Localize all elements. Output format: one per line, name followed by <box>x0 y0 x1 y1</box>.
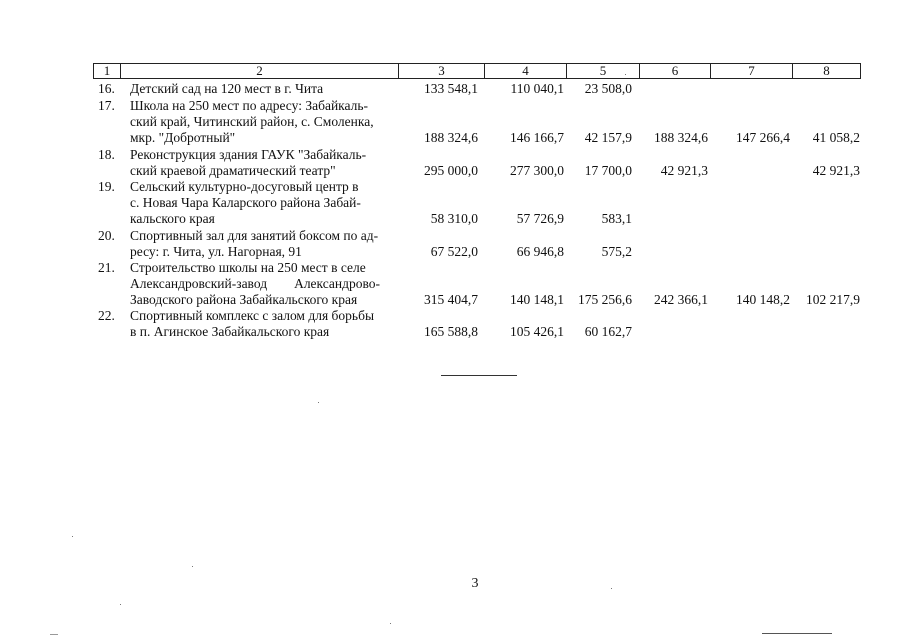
cell-col-5: 175 256,6 <box>578 292 632 307</box>
header-col-5: 5 <box>567 64 640 78</box>
cell-col-3: 315 404,7 <box>424 292 478 307</box>
page-number: 3 <box>471 576 479 591</box>
cell-col-3: 295 000,0 <box>424 163 478 178</box>
header-col-2: 2 <box>121 64 399 78</box>
header-col-4: 4 <box>485 64 567 78</box>
cell-col-4: 146 166,7 <box>510 130 564 145</box>
cell-col-5: 583,1 <box>601 211 632 226</box>
cell-col-5: 60 162,7 <box>584 324 632 339</box>
cell-col-4: 57 726,9 <box>516 211 564 226</box>
separator-line <box>441 375 517 376</box>
scan-speck <box>390 623 391 624</box>
scan-speck <box>192 566 193 567</box>
scan-speck <box>318 402 319 403</box>
row-name-line: Детский сад на 120 мест в г. Чита <box>130 81 324 96</box>
cell-col-3: 188 324,6 <box>424 130 478 145</box>
row-number: 17. <box>98 98 115 113</box>
row-number: 19. <box>98 179 115 194</box>
row-name-line: Спортивный комплекс с залом для борьбы <box>130 308 375 323</box>
row-name <box>130 98 392 146</box>
row-name-line: Заводского района Забайкальского края <box>130 292 358 307</box>
cell-col-5: 42 157,9 <box>584 130 632 145</box>
cell-col-7: 140 148,2 <box>736 292 790 307</box>
cell-col-5: 575,2 <box>601 244 632 259</box>
row-name-line: с. Новая Чара Каларского района Забай- <box>130 195 361 210</box>
row-name <box>130 260 392 308</box>
table-header <box>93 63 861 79</box>
cell-col-7: 147 266,4 <box>736 130 790 145</box>
header-col-8: 8 <box>823 63 830 78</box>
row-number: 16. <box>98 81 115 96</box>
cell-col-6: 188 324,6 <box>654 130 708 145</box>
cell-col-4: 277 300,0 <box>510 163 564 178</box>
row-name-line: ский краевой драматический театр" <box>130 163 336 178</box>
cell-col-4: 140 148,1 <box>510 292 564 307</box>
row-name <box>130 147 392 179</box>
row-name-line: Строительство школы на 250 мест в селе <box>130 260 366 275</box>
cell-col-8: 102 217,9 <box>806 292 860 307</box>
row-number: 21. <box>98 260 115 275</box>
cell-col-5: 17 700,0 <box>584 163 632 178</box>
row-name <box>130 228 392 260</box>
scan-speck <box>50 634 58 635</box>
cell-col-4: 110 040,1 <box>510 81 564 96</box>
cell-col-5: 23 508,0 <box>584 81 632 96</box>
row-name <box>130 81 392 97</box>
cell-col-6: 242 366,1 <box>654 292 708 307</box>
row-name-line: ский край, Читинский район, с. Смоленка, <box>130 114 374 129</box>
header-col-3: 3 <box>399 64 485 78</box>
scan-speck <box>611 588 612 589</box>
header-col-7: 7 <box>711 64 793 78</box>
row-name-line: Спортивный зал для занятий боксом по ад- <box>130 228 379 243</box>
row-number: 20. <box>98 228 115 243</box>
row-name-line: Реконструкция здания ГАУК "Забайкаль- <box>130 147 367 162</box>
row-name-line: ресу: г. Чита, ул. Нагорная, 91 <box>130 244 302 259</box>
row-name-line: Александровский-завод Александрово- <box>130 276 381 291</box>
cell-col-4: 66 946,8 <box>516 244 564 259</box>
row-number: 18. <box>98 147 115 162</box>
cell-col-3: 165 588,8 <box>424 324 478 339</box>
cell-col-4: 105 426,1 <box>510 324 564 339</box>
row-name-line: кальского края <box>130 211 215 226</box>
header-col-6: 6 <box>640 64 711 78</box>
row-name <box>130 308 392 340</box>
cell-col-3: 133 548,1 <box>424 81 478 96</box>
row-name-line: мкр. "Добротный" <box>130 130 236 145</box>
cell-col-3: 58 310,0 <box>430 211 478 226</box>
row-name-line: Школа на 250 мест по адресу: Забайкаль- <box>130 98 369 113</box>
cell-col-8: 42 921,3 <box>812 163 860 178</box>
row-name-line: в п. Агинское Забайкальского края <box>130 324 330 339</box>
header-col-1: 1 <box>94 64 121 78</box>
row-name <box>130 179 392 227</box>
row-name-line: Сельский культурно-досуговый центр в <box>130 179 359 194</box>
cell-col-3: 67 522,0 <box>430 244 478 259</box>
scan-speck <box>625 74 626 75</box>
footer-rule <box>762 633 832 634</box>
cell-col-6: 42 921,3 <box>660 163 708 178</box>
cell-col-8: 41 058,2 <box>812 130 860 145</box>
row-number: 22. <box>98 308 115 323</box>
scan-speck <box>72 536 73 537</box>
scan-speck <box>120 604 121 605</box>
